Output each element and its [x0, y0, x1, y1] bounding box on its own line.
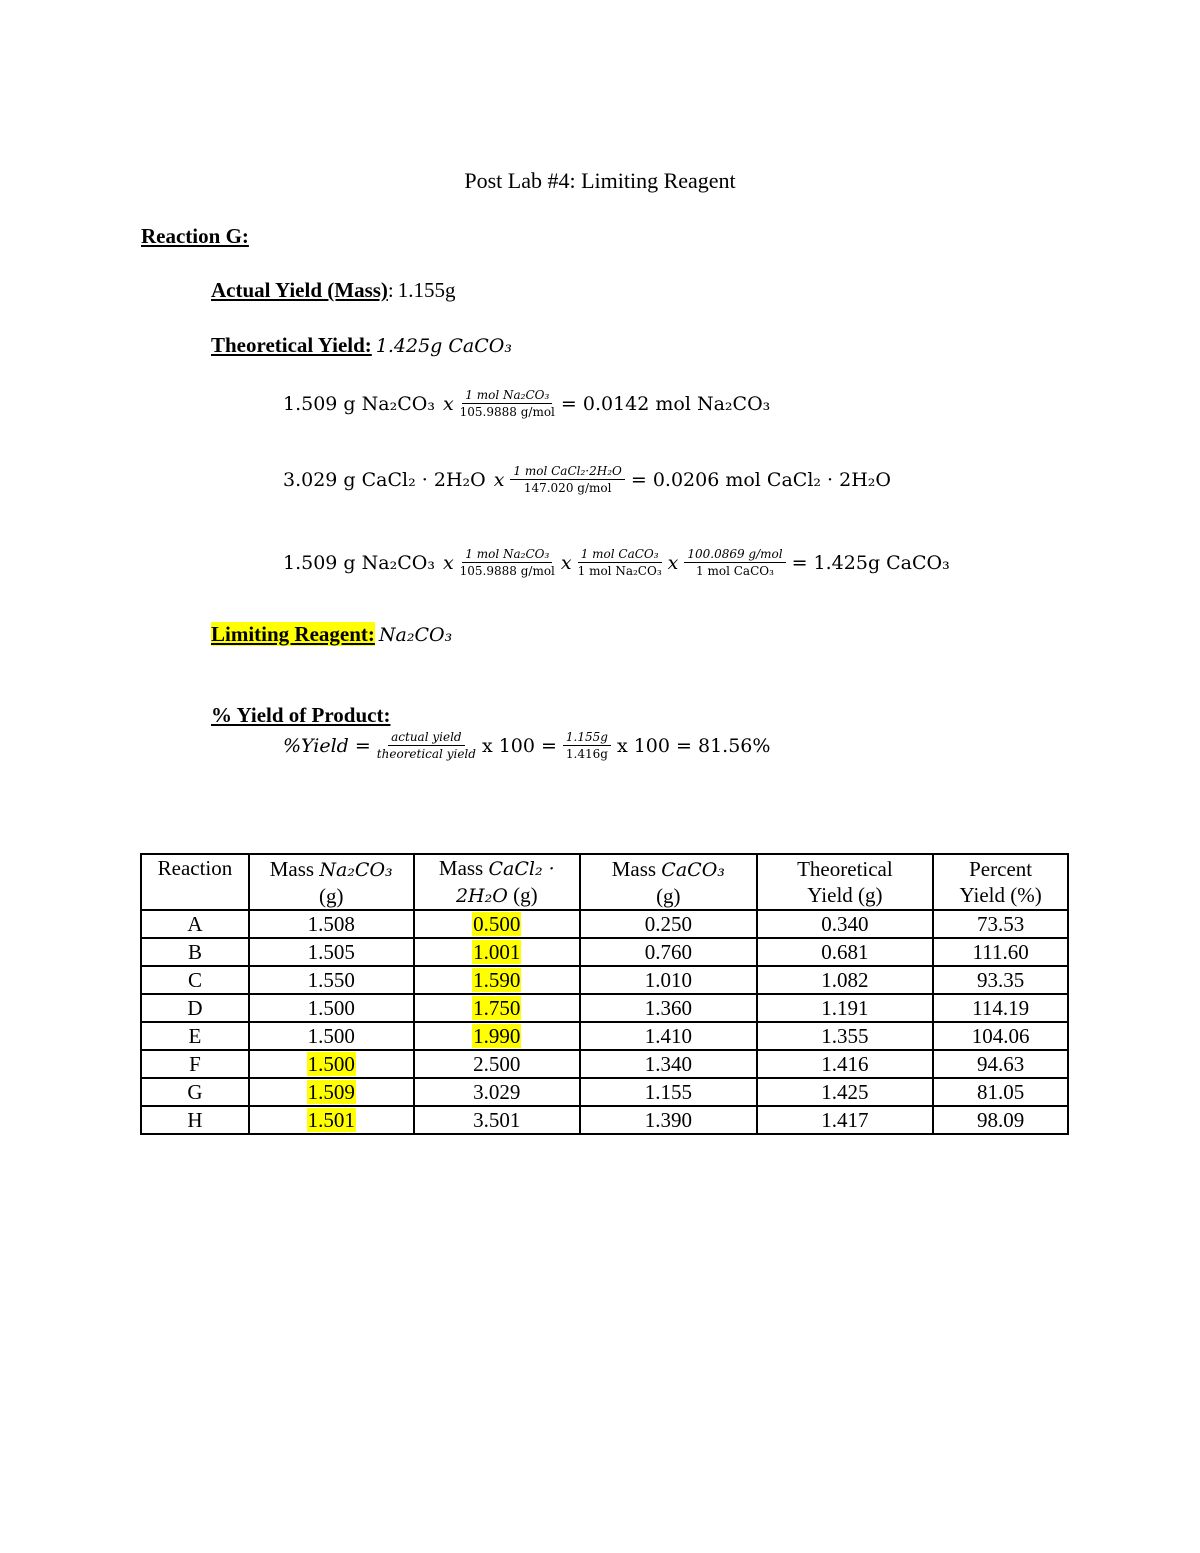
table-cell [757, 1106, 934, 1134]
percent-yield-equation [283, 730, 770, 761]
limiting-reagent-label: Limiting Reagent: [211, 622, 375, 646]
eq3-lhs: 1.509 g Na₂CO₃ [283, 551, 435, 574]
theoretical-yield-value: 1.425g CaCO₃ [375, 335, 512, 357]
cell-value: 1.155 [644, 1080, 692, 1104]
cell-value: 93.35 [977, 968, 1025, 992]
actual-yield-line [211, 278, 456, 303]
eq1-times: x [442, 392, 454, 415]
eq1-denominator: 105.9888 g/mol [459, 405, 555, 419]
table-cell [933, 966, 1068, 994]
table-row [141, 938, 1068, 966]
page-title: Post Lab #4: Limiting Reagent [464, 168, 736, 193]
eq3-f1-denominator: 105.9888 g/mol [459, 564, 555, 578]
equation-caco3-yield [283, 547, 950, 578]
table-cell [141, 1106, 249, 1134]
table-row [141, 966, 1068, 994]
eq1-numerator: 1 mol Na₂CO₃ [462, 388, 552, 404]
eq3-f2-numerator: 1 mol CaCO₃ [578, 547, 662, 563]
header-mass-na2co3: Mass Na₂CO₃ (g) [249, 854, 414, 910]
table-cell [414, 966, 581, 994]
results-table [140, 853, 1069, 1135]
table-cell [414, 938, 581, 966]
table-cell [249, 1078, 414, 1106]
cell-value: 81.05 [977, 1080, 1025, 1104]
cell-value: F [189, 1052, 201, 1076]
cell-value: 3.501 [473, 1108, 521, 1132]
table-row [141, 1078, 1068, 1106]
cell-value: 1.500 [307, 1024, 355, 1048]
cell-value: 1.410 [644, 1024, 692, 1048]
table-cell [141, 938, 249, 966]
cell-value: 1.082 [821, 968, 869, 992]
cell-value: 98.09 [977, 1108, 1025, 1132]
cell-value: 94.63 [977, 1052, 1025, 1076]
cell-value: 1.390 [644, 1108, 692, 1132]
table-cell [414, 1050, 581, 1078]
table-cell [141, 1050, 249, 1078]
cell-value: 111.60 [972, 940, 1029, 964]
table-cell [414, 1078, 581, 1106]
table-cell [580, 994, 757, 1022]
table-cell [757, 910, 934, 938]
table-row [141, 1022, 1068, 1050]
table-cell [757, 994, 934, 1022]
table-cell [141, 966, 249, 994]
equation-cacl2-moles [283, 464, 891, 495]
table-cell [580, 1050, 757, 1078]
cell-value: 1.508 [307, 912, 355, 936]
cell-value: 104.06 [971, 1024, 1030, 1048]
table-cell [141, 910, 249, 938]
table-cell [249, 938, 414, 966]
table-cell [580, 1022, 757, 1050]
eq3-rhs: = 1.425g CaCO₃ [791, 551, 950, 574]
cell-value: A [187, 912, 203, 936]
table-cell [933, 1106, 1068, 1134]
header-mass-caco3: Mass CaCO₃ (g) [580, 854, 757, 910]
table-cell [580, 938, 757, 966]
table-cell [757, 966, 934, 994]
table-row [141, 1106, 1068, 1134]
table-cell [757, 1022, 934, 1050]
pct-lhs: %Yield = [283, 734, 371, 757]
cell-value: 1.416 [821, 1052, 869, 1076]
cell-value: 114.19 [972, 996, 1030, 1020]
cell-value: 1.590 [473, 968, 521, 992]
theoretical-yield-line [211, 333, 512, 358]
table-cell [757, 1078, 934, 1106]
cell-value: 0.681 [821, 940, 869, 964]
cell-value: 1.509 [307, 1080, 355, 1104]
eq3-times-3: x [667, 551, 679, 574]
eq3-f1-numerator: 1 mol Na₂CO₃ [462, 547, 552, 563]
table-cell [249, 1022, 414, 1050]
cell-value: 1.500 [307, 1052, 355, 1076]
eq2-times: x [493, 468, 505, 491]
table-cell [933, 1050, 1068, 1078]
table-cell [141, 1022, 249, 1050]
limiting-reagent-value: Na₂CO₃ [378, 624, 453, 646]
table-cell [414, 910, 581, 938]
table-cell [414, 994, 581, 1022]
eq1-lhs: 1.509 g Na₂CO₃ [283, 392, 435, 415]
eq3-fraction-1 [460, 547, 555, 578]
eq1-rhs: = 0.0142 mol Na₂CO₃ [560, 392, 771, 415]
cell-value: B [187, 940, 202, 964]
cell-value: 0.340 [821, 912, 869, 936]
actual-yield-value: 1.155g [397, 278, 456, 302]
table-cell [580, 1078, 757, 1106]
table-cell [757, 1050, 934, 1078]
table-cell [580, 1106, 757, 1134]
theoretical-yield-label: Theoretical Yield: [211, 333, 372, 357]
eq3-f2-denominator: 1 mol Na₂CO₃ [577, 564, 662, 578]
pct-mid: x 100 = [481, 734, 557, 757]
table-cell [933, 1022, 1068, 1050]
table-cell [933, 910, 1068, 938]
pct-fraction-2 [563, 730, 611, 761]
cell-value: 1.360 [644, 996, 692, 1020]
pct-f1-denominator: theoretical yield [376, 747, 476, 761]
table-row [141, 1050, 1068, 1078]
cell-value: 1.010 [644, 968, 692, 992]
pct-rhs: x 100 = 81.56% [616, 734, 771, 757]
cell-value: D [187, 996, 203, 1020]
cell-value: G [187, 1080, 203, 1104]
cell-value: 1.505 [307, 940, 355, 964]
header-reaction: Reaction [141, 854, 249, 910]
header-mass-cacl2: Mass CaCl₂ · 2H₂O (g) [414, 854, 581, 910]
pct-f1-numerator: actual yield [388, 730, 464, 746]
table-cell [414, 1022, 581, 1050]
header-theoretical-yield: Theoretical Yield (g) [757, 854, 934, 910]
cell-value: 1.355 [821, 1024, 869, 1048]
pct-f2-denominator: 1.416g [565, 747, 608, 761]
table-cell [580, 910, 757, 938]
table-cell [249, 1106, 414, 1134]
cell-value: 1.340 [644, 1052, 692, 1076]
table-cell [249, 910, 414, 938]
cell-value: 1.501 [307, 1108, 355, 1132]
table-cell [580, 966, 757, 994]
cell-value: 1.750 [473, 996, 521, 1020]
eq2-fraction [510, 464, 624, 495]
table-body [141, 910, 1068, 1134]
table-cell [141, 994, 249, 1022]
table-cell [249, 994, 414, 1022]
eq1-fraction [460, 388, 555, 419]
eq2-lhs: 3.029 g CaCl₂ · 2H₂O [283, 468, 486, 491]
actual-yield-label: Actual Yield (Mass) [211, 278, 388, 302]
table-cell [933, 994, 1068, 1022]
cell-value: 73.53 [977, 912, 1025, 936]
cell-value: 1.550 [307, 968, 355, 992]
header-percent-yield: Percent Yield (%) [933, 854, 1068, 910]
table-header-row [141, 854, 1068, 910]
cell-value: 0.250 [644, 912, 692, 936]
pct-fraction-1 [377, 730, 476, 761]
table-cell [757, 938, 934, 966]
reaction-heading: Reaction G: [141, 224, 249, 248]
cell-value: 1.425 [821, 1080, 869, 1104]
cell-value: E [188, 1024, 202, 1048]
cell-value: 0.760 [644, 940, 692, 964]
eq3-f3-numerator: 100.0869 g/mol [684, 547, 785, 563]
cell-value: H [187, 1108, 203, 1132]
cell-value: 1.990 [473, 1024, 521, 1048]
cell-value: 0.500 [473, 912, 521, 936]
actual-yield-colon: : [387, 278, 394, 302]
table-cell [249, 966, 414, 994]
table-cell [933, 1078, 1068, 1106]
table-cell [141, 1078, 249, 1106]
table-cell [933, 938, 1068, 966]
eq2-denominator: 147.020 g/mol [523, 481, 612, 495]
eq3-times-1: x [442, 551, 454, 574]
cell-value: 3.029 [473, 1080, 521, 1104]
table-cell [414, 1106, 581, 1134]
pct-f2-numerator: 1.155g [563, 730, 611, 746]
cell-value: 1.500 [307, 996, 355, 1020]
cell-value: C [187, 968, 202, 992]
equation-na2co3-moles [283, 388, 770, 419]
eq2-numerator: 1 mol CaCl₂·2H₂O [510, 464, 624, 480]
eq3-times-2: x [560, 551, 572, 574]
table-cell [249, 1050, 414, 1078]
table-row [141, 994, 1068, 1022]
percent-yield-heading: % Yield of Product: [211, 703, 391, 727]
eq3-f3-denominator: 1 mol CaCO₃ [696, 564, 774, 578]
cell-value: 1.417 [821, 1108, 869, 1132]
cell-value: 1.001 [473, 940, 521, 964]
eq2-rhs: = 0.0206 mol CaCl₂ · 2H₂O [630, 468, 891, 491]
limiting-reagent-line [211, 622, 452, 647]
eq3-fraction-3 [684, 547, 785, 578]
table-row [141, 910, 1068, 938]
cell-value: 1.191 [821, 996, 869, 1020]
eq3-fraction-2 [578, 547, 662, 578]
cell-value: 2.500 [473, 1052, 521, 1076]
